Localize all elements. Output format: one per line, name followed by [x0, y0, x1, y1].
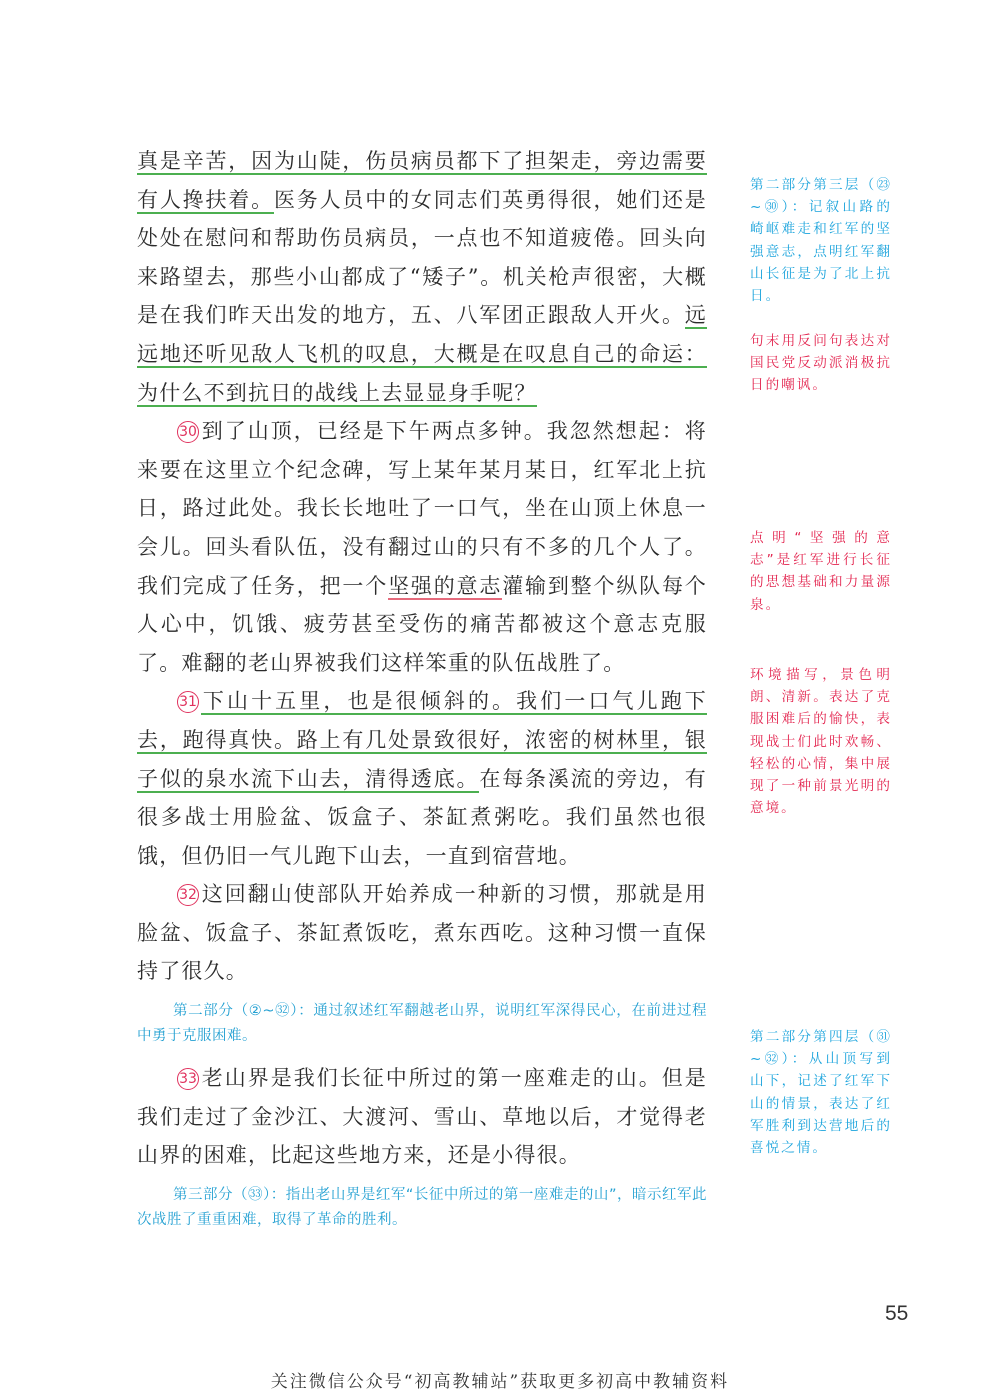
paragraph-number: 30	[177, 421, 199, 443]
body-text: 在每条溪流的旁边，有很多战士用脸盆、饭盒子、茶缸煮粥吃。我们虽然也很饿，但仍旧一气儿跑下山去，一直到宿营地。	[137, 766, 707, 868]
paragraph-30	[137, 412, 707, 682]
paragraph-number: 32	[177, 884, 199, 906]
body-text: 灌输到整个纵队每个人心中，饥饿、疲劳甚至受伤的痛苦都被这个意志克服了。难翻的老山界被我们这样笨重的队伍战胜了。	[137, 573, 707, 675]
body-text: 到了山顶，已经是下午两点多钟。我忽然想起：将来要在这里立个纪念碑，写上某年某月某日，红军北上抗日，路过此处。我长长地吐了一口气，坐在山顶上休息一会儿。回头看队伍，没有翻过山的只有不多的几个人了。我们完成了任务，把一个	[137, 419, 707, 598]
side-note-strong-will: 点明“坚强的意志”是红军进行长征的思想基础和力量源泉。	[750, 530, 892, 613]
paragraph-number: 31	[177, 691, 199, 713]
side-note-rhetorical-question: 句末用反问句表达对国民党反动派消极抗日的嘲讽。	[750, 333, 892, 394]
side-note-environment: 环境描写，景色明朗、清新。表达了克服困难后的愉快，表现战士们此时欢畅、轻松的心情，集中展现了一种前景光明的意境。	[750, 667, 892, 817]
body-text: 老山界是我们长征中所过的第一座难走的山。但是我们走过了金沙江、大渡河、雪山、草地以后，才觉得老山界的困难，比起这些地方来，还是小得很。	[137, 1066, 707, 1168]
side-note-layer-three: 第二部分第三层（㉓~㉚）：记叙山路的崎岖难走和红军的坚强意志，点明红军翻山长征是为了北上抗日。	[750, 177, 892, 305]
underlined-phrase: 坚强的意志	[388, 573, 503, 598]
page-number: 55	[885, 1302, 909, 1325]
paragraph-32	[137, 875, 707, 991]
paragraph-31	[137, 682, 707, 875]
part-two-summary: 第二部分（②~㉜）：通过叙述红军翻越老山界，说明红军深得民心，在前进过程中勇于克服困难。	[137, 1003, 707, 1045]
paragraph-number: 33	[177, 1068, 199, 1090]
underlined-sentence: 远远地还听见敌人飞机的叹息，大概是在叹息自己的命运：为什么不到抗日的战线上去显显身手呢？	[137, 303, 707, 405]
underlined-sentence: 下山十五里，也是很倾斜的。我们一口气儿跑下去，跑得真快。路上有几处景致很好，浓密的树林里，银子似的泉水流下山去，清得透底。	[137, 689, 707, 791]
paragraph-continued	[137, 142, 707, 412]
part-three-summary: 第三部分（㉝）：指出老山界是红军“长征中所过的第一座难走的山”，暗示红军此次战胜了重重困难，取得了革命的胜利。	[137, 1186, 707, 1228]
body-text: 这回翻山使部队开始养成一种新的习惯，那就是用脸盆、饭盒子、茶缸煮饭吃，煮东西吃。这种习惯一直保持了很久。	[137, 882, 707, 984]
main-text	[137, 142, 707, 1243]
side-note-layer-four: 第二部分第四层（㉛~㉜）：从山顶写到山下，记述了红军下山的情景，表达了红军胜利到达营地后的喜悦之情。	[750, 1029, 892, 1157]
paragraph-33	[137, 1059, 707, 1175]
underlined-sentence: 真是辛苦，因为山陡，伤员病员都下了担架走，旁边需要有人搀扶着。	[137, 149, 707, 212]
body-text: 医务人员中的女同志们英勇得很，她们还是处处在慰问和帮助伤员病员，一点也不知道疲倦。回头向来路望去，那些小山都成了“矮子”。机关枪声很密，大概是在我们昨天出发的地方，五、八军团正跟敌人开火。	[137, 187, 707, 328]
footer-text: 关注微信公众号“初高教辅站”获取更多初高中教辅资料	[270, 1372, 730, 1392]
